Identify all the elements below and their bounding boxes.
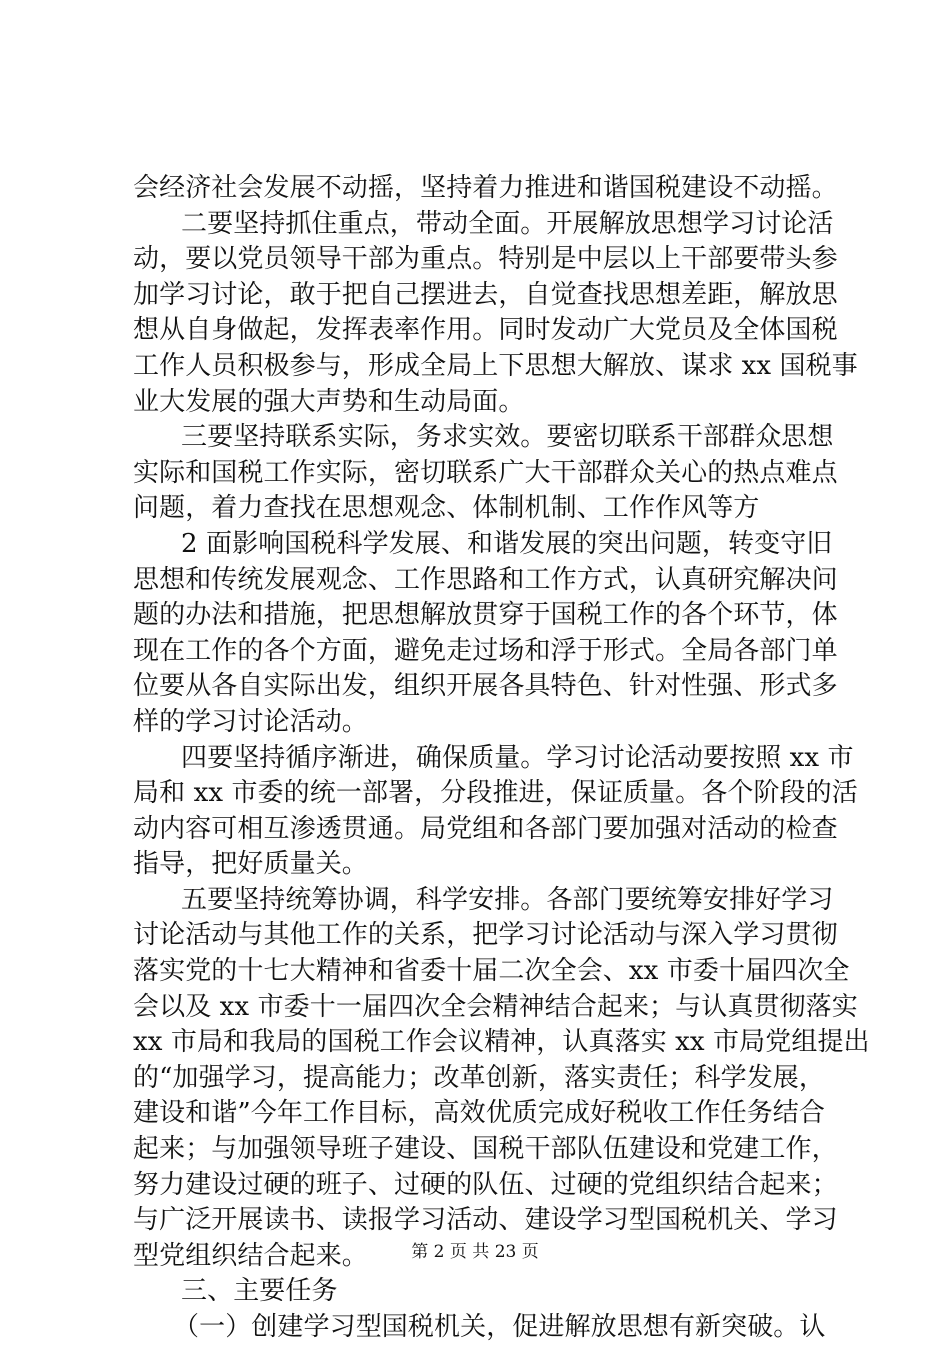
text-line: 努力建设过硬的班子、过硬的队伍、过硬的党组织结合起来； — [133, 1169, 838, 1200]
text-line: 建设和谐”今年工作目标，高效优质完成好税收工作任务结合 — [133, 1098, 825, 1129]
text-line: 三要坚持联系实际，务求实效。要密切联系干部群众思想 — [181, 422, 834, 453]
text-line: 现在工作的各个方面，避免走过场和浮于形式。全局各部门单 — [133, 635, 838, 666]
text-line: 的“加强学习，提高能力；改革创新，落实责任；科学发展， — [133, 1062, 825, 1093]
text-line: 2 面影响国税科学发展、和谐发展的突出问题，转变守旧 — [181, 528, 833, 559]
text-line: 位要从各自实际出发，组织开展各具特色、针对性强、形式多 — [133, 671, 838, 702]
text-line: 题的办法和措施，把思想解放贯穿于国税工作的各个环节，体 — [133, 600, 838, 631]
text-line: 动内容可相互渗透贯通。局党组和各部门要加强对活动的检查 — [133, 813, 838, 844]
text-line: 三、主要任务 — [181, 1276, 338, 1307]
text-line: 与广泛开展读书、读报学习活动、建设学习型国税机关、学习 — [133, 1205, 838, 1236]
text-line: 思想和传统发展观念、工作思路和工作方式，认真研究解决问 — [133, 564, 838, 595]
text-line: 指导，把好质量关。 — [133, 849, 368, 880]
text-line: 起来；与加强领导班子建设、国税干部队伍建设和党建工作， — [133, 1134, 838, 1165]
text-line: 二要坚持抓住重点，带动全面。开展解放思想学习讨论活 — [181, 208, 834, 239]
text-line: 问题，着力查找在思想观念、体制机制、工作作风等方 — [133, 493, 760, 524]
text-line: 实际和国税工作实际，密切联系广大干部群众关心的热点难点 — [133, 457, 838, 488]
text-line: xx 市局和我局的国税工作会议精神，认真落实 xx 市局党组提出 — [133, 1027, 870, 1058]
text-line: 工作人员积极参与，形成全局上下思想大解放、谋求 xx 国税事 — [133, 350, 858, 381]
text-line: 五要坚持统筹协调，科学安排。各部门要统筹安排好学习 — [181, 884, 834, 915]
page-footer: 第 2 页 共 23 页 — [411, 1242, 539, 1262]
text-line: 想从自身做起，发挥表率作用。同时发动广大党员及全体国税 — [133, 315, 838, 346]
text-line: 局和 xx 市委的统一部署，分段推进，保证质量。各个阶段的活 — [133, 778, 858, 809]
text-line: 讨论活动与其他工作的关系，把学习讨论活动与深入学习贯彻 — [133, 920, 838, 951]
text-line: 样的学习讨论活动。 — [133, 706, 368, 737]
text-line: 加学习讨论，敢于把自己摆进去，自觉查找思想差距，解放思 — [133, 279, 838, 310]
text-line: 四要坚持循序渐进，确保质量。学习讨论活动要按照 xx 市 — [181, 742, 854, 773]
document-body — [133, 171, 870, 1346]
text-line: 落实党的十七大精神和省委十届二次全会、xx 市委十届四次全 — [133, 956, 850, 987]
text-line: 会经济社会发展不动摇，坚持着力推进和谐国税建设不动摇。 — [133, 173, 838, 203]
text-line: 会以及 xx 市委十一届四次全会精神结合起来；与认真贯彻落实 — [133, 991, 858, 1022]
text-line: 动，要以党员领导干部为重点。特别是中层以上干部要带头参 — [133, 244, 838, 275]
text-line: 型党组织结合起来。 — [133, 1240, 368, 1271]
text-line: 业大发展的强大声势和生动局面。 — [133, 386, 525, 417]
text-line: （一）创建学习型国税机关，促进解放思想有新突破。认 — [173, 1312, 826, 1342]
